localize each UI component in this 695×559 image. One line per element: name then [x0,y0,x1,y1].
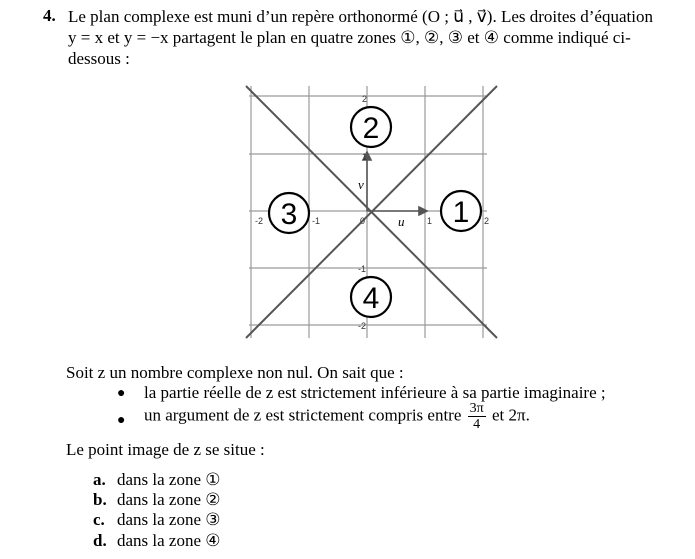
fraction-3pi-over-4 [468,401,486,432]
bullet-1-text: la partie réelle de z est strictement inférieure à sa partie imaginaire ; [144,383,606,402]
fraction-denominator: 4 [473,417,481,432]
tick-label-y-2: 2 [362,94,368,104]
zone-4-label: 4 [362,282,380,315]
question-number: 4. [43,6,56,25]
question-line-1: Le plan complexe est muni d’un repère orthonormé (O ; u⃗ , v⃗). Les droites d’équation [68,7,653,26]
answer-text: dans la zone ③ [117,510,221,529]
answer-a[interactable] [93,470,221,490]
answer-letter: c. [93,510,105,529]
bullet-2-suffix: et 2π. [491,405,530,425]
answer-d[interactable] [93,531,221,551]
fraction-numerator: 3π [469,401,484,416]
answer-b[interactable] [93,490,221,510]
answer-letter: a. [93,470,106,489]
zone-3-label: 3 [280,198,298,231]
zone-2-label: 2 [362,112,380,145]
answer-text: dans la zone ④ [117,531,221,550]
tick-label-x-neg1: -1 [312,216,321,226]
answer-letter: b. [93,490,107,509]
tick-label-x-neg2: -2 [255,216,264,226]
tick-label-y-1: 1 [362,152,368,162]
bullet-2-text: un argument de z est strictement compris entre [144,405,462,425]
prompt-text: Le point image de z se situe : [66,440,265,459]
tick-label-y-neg2: -2 [358,321,367,331]
bullet-2-row [144,401,530,432]
answer-letter: d. [93,531,107,550]
vector-v-label: v⃗ [358,177,374,192]
answer-c[interactable] [93,510,221,530]
tick-label-x-2: 2 [484,216,490,226]
tick-label-y-neg1: -1 [358,264,367,274]
answer-text: dans la zone ① [117,470,221,489]
question-line-2: y = x et y = −x partagent le plan en quatre zones ①, ②, ③ et ④ comme indiqué ci- [68,28,631,47]
tick-label-x-1: 1 [427,216,433,226]
answer-text: dans la zone ② [117,490,221,509]
zone-1-label: 1 [452,196,470,229]
vector-u-label: u⃗ [398,214,415,229]
vector-u-arrowhead [419,207,427,215]
bullet-1-marker: ● [117,386,126,401]
question-line-3: dessous : [68,49,130,68]
tick-label-origin: 0 [360,216,366,226]
intro-text: Soit z un nombre complexe non nul. On sait que : [66,363,404,382]
bullet-2-marker: ● [117,413,126,428]
